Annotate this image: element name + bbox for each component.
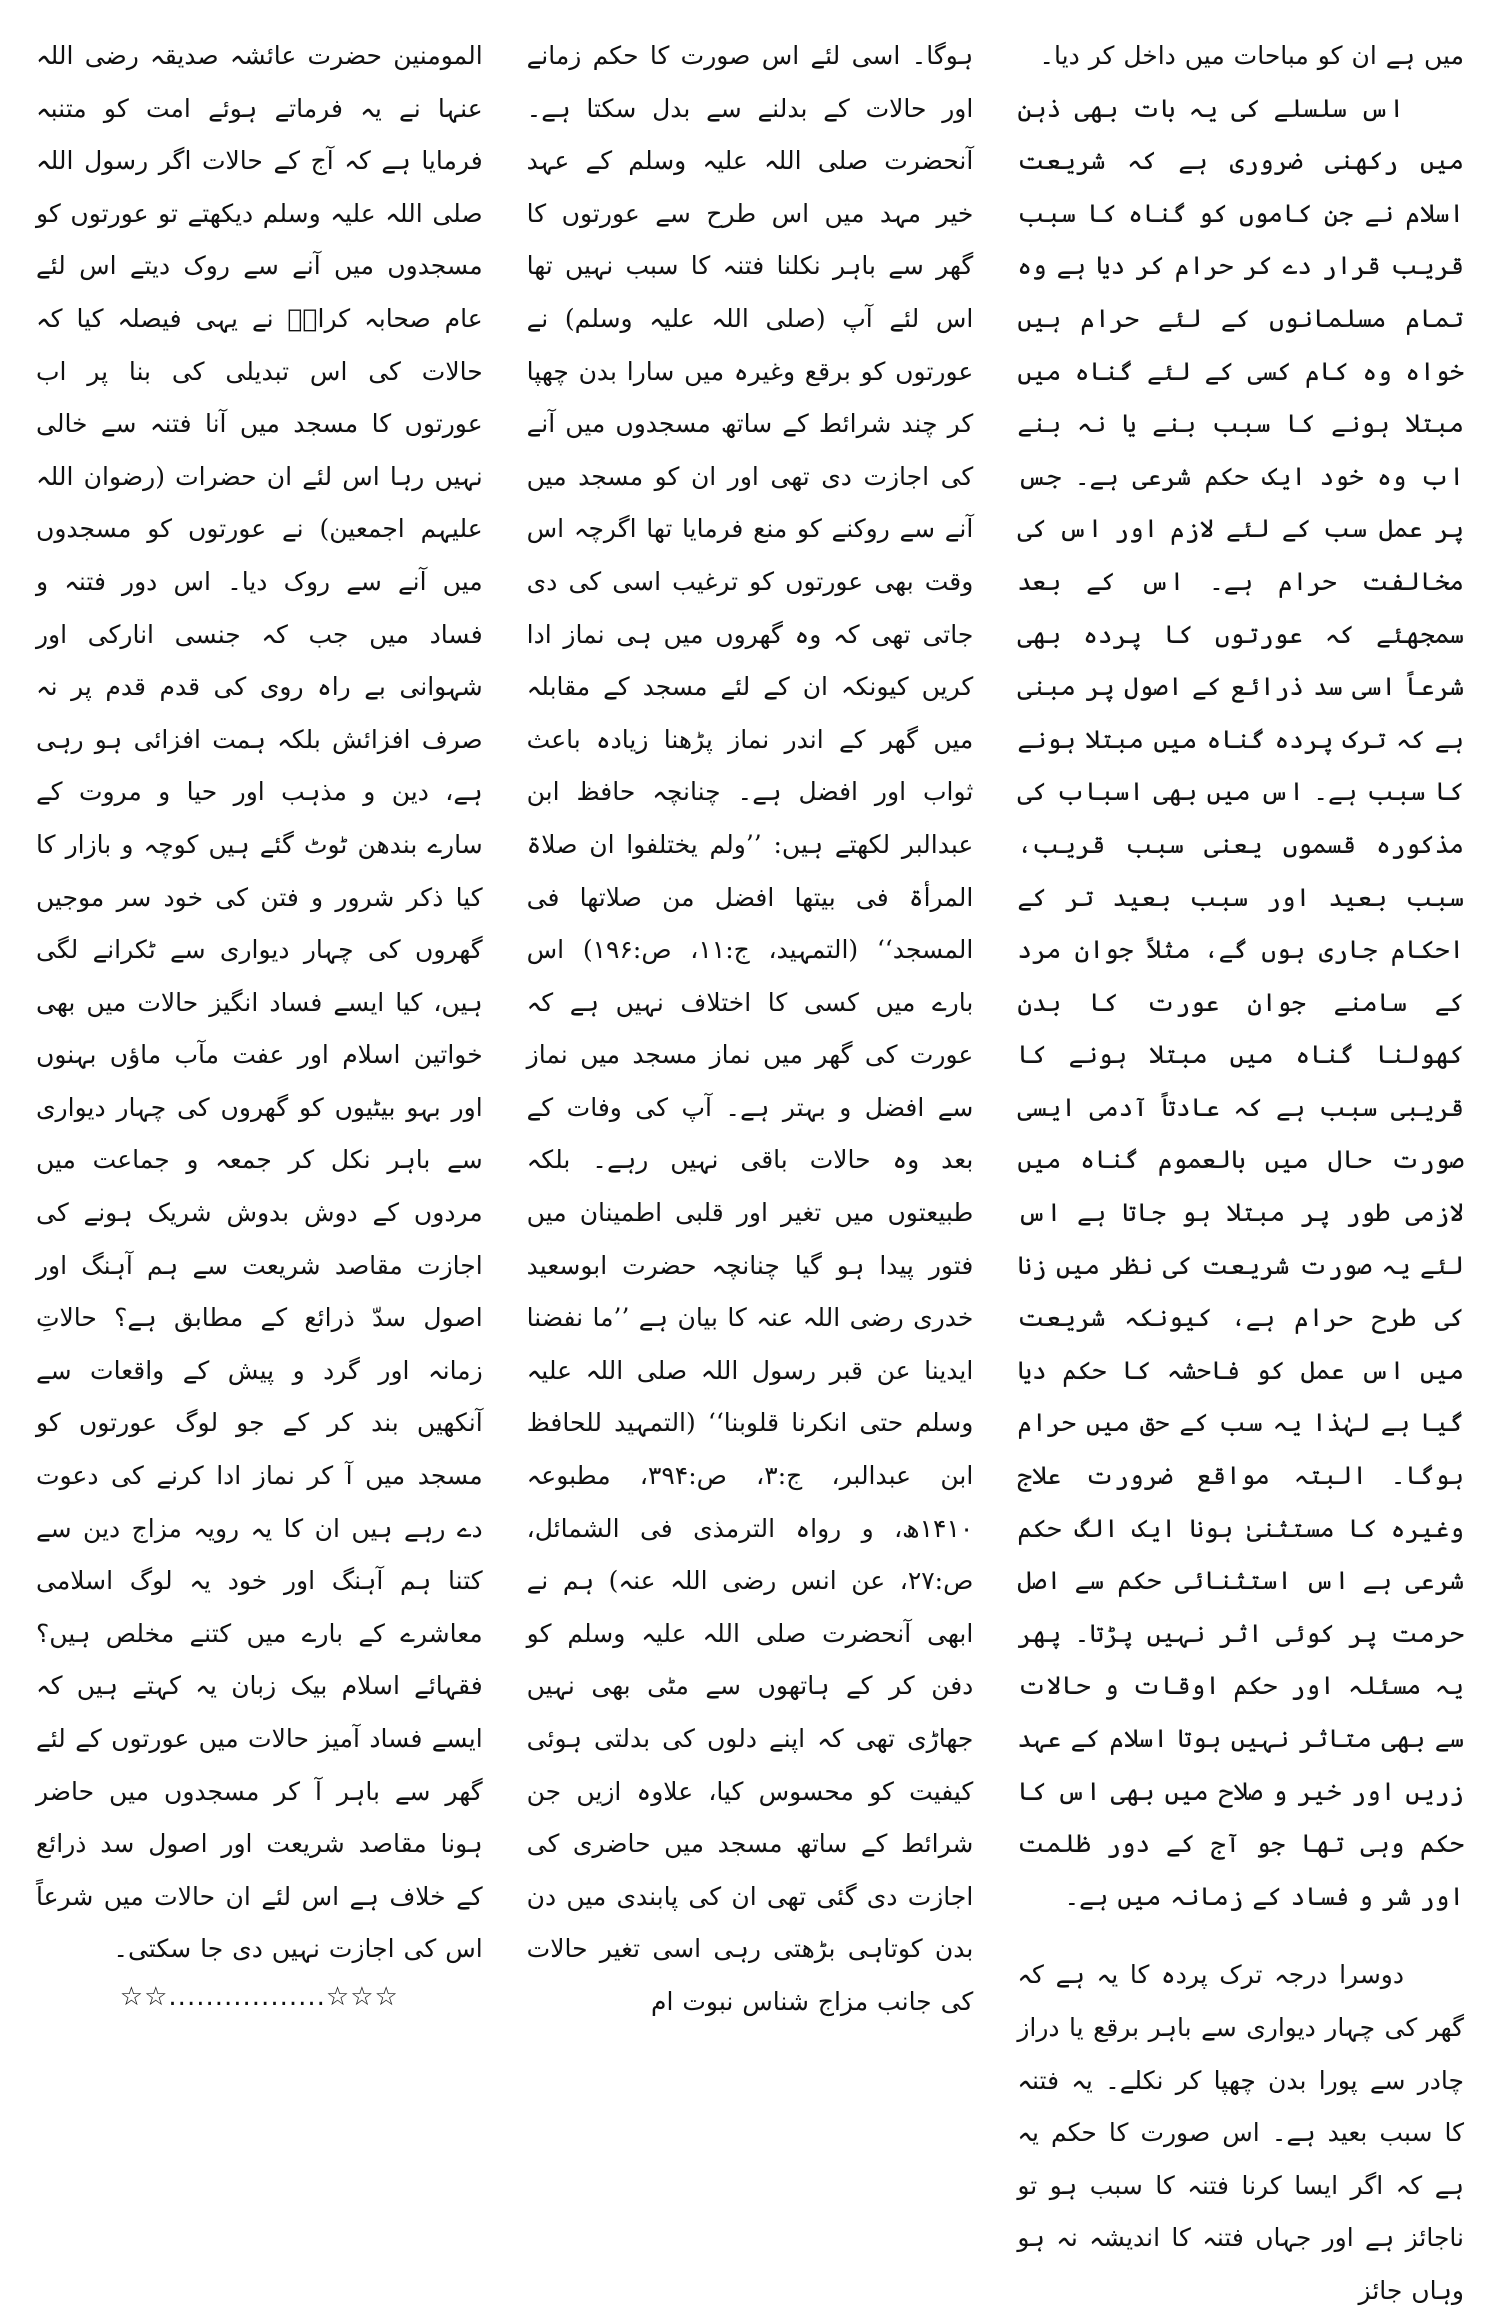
column-right	[1017, 30, 1464, 2305]
end-of-article-ornament: ☆☆☆.................☆☆	[119, 1981, 399, 2012]
paragraph: دوسرا درجہ ترک پردہ کا یہ ہے کہ گھر کی چہار دیواری سے باہر برقع یا دراز چادر سے پورا بدن چھپا کر نکلے۔ یہ فتنہ کا سبب بعید ہے۔ اس صورت کا حکم یہ ہے کہ اگر ایسا کرنا فتنہ کا سبب ہو تو ناجائز ہے اور جہاں فتنہ کا اندیشہ نہ ہو وہاں جائز	[1017, 1960, 1464, 2305]
column-left	[36, 30, 483, 2180]
paragraph: المومنین حضرت عائشہ صدیقہ رضی اللہ عنہا نے یہ فرماتے ہوئے امت کو متنبہ فرمایا ہے کہ آج کے حالات اگر رسول اللہ صلی اللہ علیہ وسلم دیکھتے تو عورتوں کو مسجدوں میں آنے سے روک دیتے اس لئے عام صحابہ کرامؓ نے یہی فیصلہ کیا کہ حالات کی اس تبدیلی کی بنا پر اب عورتوں کا مسجد میں آنا فتنہ سے خالی نہیں رہا اس لئے ان حضرات (رضوان اللہ علیہم اجمعین) نے عورتوں کو مسجدوں میں آنے سے روک دیا۔ اس دور فتنہ و فساد میں جب کہ جنسی انارکی اور شہوانی بے راہ روی کی قدم قدم پر نہ صرف افزائش بلکہ ہمت افزائی ہو رہی ہے، دین و مذہب اور حیا و مروت کے سارے بندھن ٹوٹ گئے ہیں کوچہ و بازار کا کیا ذکر شرور و فتن کی خود سر موجیں گھروں کی چہار دیواری سے ٹکرانے لگی ہیں، کیا ایسے فساد انگیز حالات میں بھی خواتین اسلام اور عفت مآب ماؤں بہنوں اور بہو بیٹیوں کو گھروں کی چہار دیواری سے باہر نکل کر جمعہ و جماعت میں مردوں کے دوش بدوش شریک ہونے کی اجازت مقاصد شریعت سے ہم آہنگ اور اصول سدّ ذرائع کے مطابق ہے؟ حالاتِ زمانہ اور گرد و پیش کے واقعات سے آنکھیں بند کر کے جو لوگ عورتوں کو مسجد میں آ کر نماز ادا کرنے کی دعوت دے رہے ہیں ان کا یہ رویہ مزاج دین سے کتنا ہم آہنگ اور خود یہ لوگ اسلامی معاشرے کے بارے میں کتنے مخلص ہیں؟ فقہائے اسلام بیک زبان یہ کہتے ہیں کہ ایسے فساد آمیز حالات میں عورتوں کے لئے گھر سے باہر آ کر مسجدوں میں حاضر ہونا مقاصد شریعت اور اصول سد ذرائع کے خلاف ہے اس لئے ان حالات میں شرعاً اس کی اجازت نہیں دی جا سکتی۔	[35, 41, 483, 1964]
column-middle	[527, 30, 974, 2180]
paragraph: ہوگا۔ اسی لئے اس صورت کا حکم زمانے اور حالات کے بدلنے سے بدل سکتا ہے۔ آنحضرت صلی اللہ علیہ وسلم کے عہد خیر مہد میں اس طرح سے عورتوں کا گھر سے باہر نکلنا فتنہ کا سبب نہیں تھا اس لئے آپ (صلی اللہ علیہ وسلم) نے عورتوں کو برقع وغیرہ میں سارا بدن چھپا کر چند شرائط کے ساتھ مسجدوں میں آنے کی اجازت دی تھی اور ان کو مسجد میں آنے سے روکنے کو منع فرمایا تھا اگرچہ اس وقت بھی عورتوں کو ترغیب اسی کی دی جاتی تھی کہ وہ گھروں میں ہی نماز ادا کریں کیونکہ ان کے لئے مسجد کے مقابلہ میں گھر کے اندر نماز پڑھنا زیادہ باعث ثواب اور افضل ہے۔ چنانچہ حافظ ابن عبدالبر لکھتے ہیں: ’’ولم یختلفوا ان صلاۃ المرأۃ فی بیتھا افضل من صلاتھا فی المسجد‘‘ (التمہید، ج:۱۱، ص:۱۹۶) اس بارے میں کسی کا اختلاف نہیں ہے کہ عورت کی گھر میں نماز مسجد میں نماز سے افضل و بہتر ہے۔ آپ کی وفات کے بعد وہ حالات باقی نہیں رہے۔ بلکہ طبیعتوں میں تغیر اور قلبی اطمینان میں فتور پیدا ہو گیا چنانچہ حضرت ابوسعید خدری رضی اللہ عنہ کا بیان ہے ’’ما نفضنا ایدینا عن قبر رسول اللہ صلی اللہ علیہ وسلم حتی انکرنا قلوبنا‘‘ (التمہید للحافظ ابن عبدالبر، ج:۳، ص:۳۹۴، مطبوعہ ۱۴۱۰ھ، و رواہ الترمذی فی الشمائل، ص:۲۷، عن انس رضی اللہ عنہ) ہم نے ابھی آنحضرت صلی اللہ علیہ وسلم کو دفن کر کے ہاتھوں سے مٹی بھی نہیں جھاڑی تھی کہ اپنے دلوں کی بدلتی ہوئی کیفیت کو محسوس کیا، علاوہ ازیں جن شرائط کے ساتھ مسجد میں حاضری کی اجازت دی گئی تھی ان کی پابندی میں دن بدن کوتاہی بڑھتی رہی اسی تغیر حالات کی جانب مزاج شناس نبوت ام	[526, 41, 974, 2016]
paragraph: اس سلسلے کی یہ بات بھی ذہن میں رکھنی ضروری ہے کہ شریعت اسلام نے جن کاموں کو گناہ کا سبب قریب قرار دے کر حرام کر دیا ہے وہ تمام مسلمانوں کے لئے حرام ہیں خواہ وہ کام کسی کے لئے گناہ میں مبتلا ہونے کا سبب بنے یا نہ بنے اب وہ خود ایک حکم شرعی ہے۔ جس پر عمل سب کے لئے لازم اور اس کی مخالفت حرام ہے۔ اس کے بعد سمجھئے کہ عورتوں کا پردہ بھی شرعاً اسی سد ذرائع کے اصول پر مبنی ہے کہ ترک پردہ گناہ میں مبتلا ہونے کا سبب ہے۔ اس میں بھی اسباب کی مذکورہ قسموں یعنی سبب قریب، سبب بعید اور سبب بعید تر کے احکام جاری ہوں گے، مثلاً جوان مرد کے سامنے جوان عورت کا بدن کھولنا گناہ میں مبتلا ہونے کا قریبی سبب ہے کہ عادتاً آدمی ایسی صورت حال میں بالعموم گناہ میں لازمی طور پر مبتلا ہو جاتا ہے اس لئے یہ صورت شریعت کی نظر میں زنا کی طرح حرام ہے، کیونکہ شریعت میں اس عمل کو فاحشہ کا حکم دیا گیا ہے لہٰذا یہ سب کے حق میں حرام ہوگا۔ البتہ مواقع ضرورت علاج وغیرہ کا مستثنیٰ ہونا ایک الگ حکم شرعی ہے اس استثنائی حکم سے اصل حرمت پر کوئی اثر نہیں پڑتا۔ پھر یہ مسئلہ اور حکم اوقات و حالات سے بھی متاثر نہیں ہوتا اسلام کے عہد زریں اور خیر و صلاح میں بھی اس کا حکم وہی تھا جو آج کے دور ظلمت اور شر و فساد کے زمانہ میں ہے۔	[1017, 93, 1464, 1911]
paragraph: میں ہے ان کو مباحات میں داخل کر دیا۔	[1039, 41, 1464, 70]
